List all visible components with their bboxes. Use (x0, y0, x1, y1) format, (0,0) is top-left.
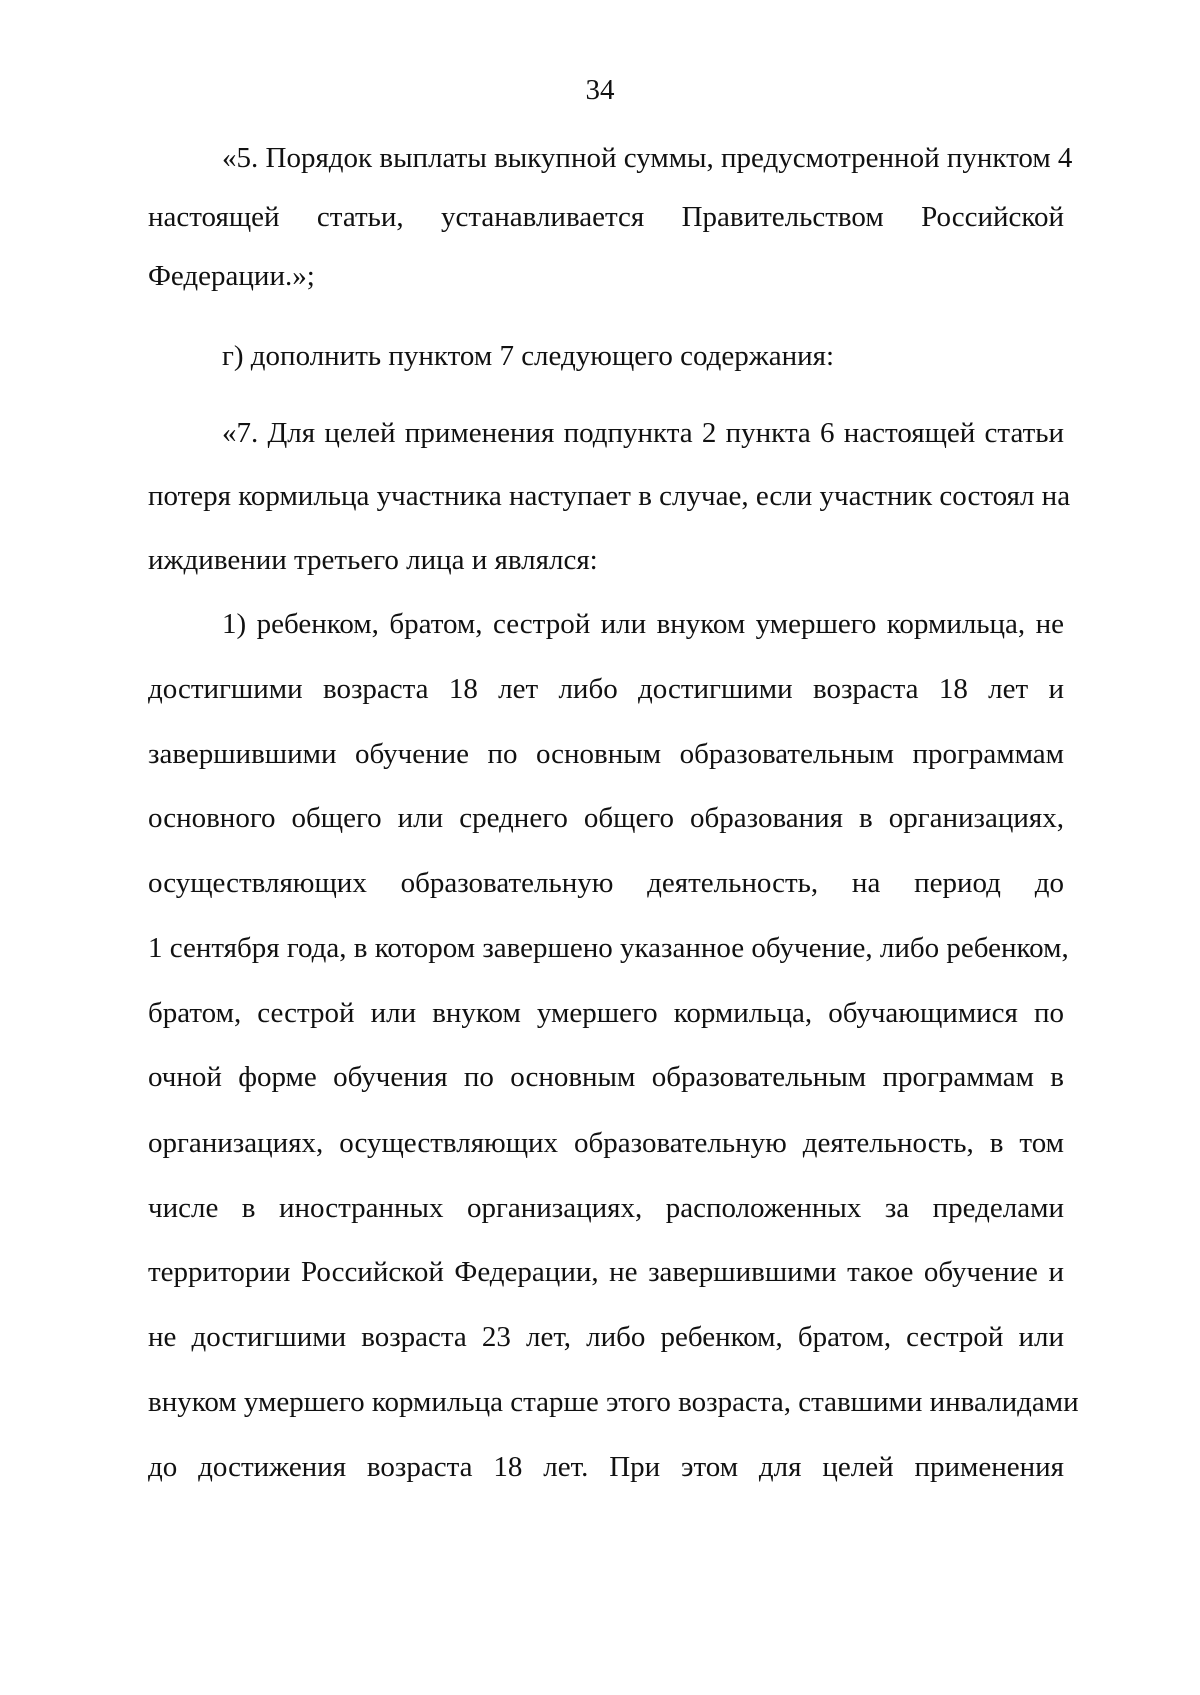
text-line: г) дополнить пунктом 7 следующего содержания: (222, 340, 835, 372)
text-line: потеря кормильца участника наступает в случае, если участник состоял на (148, 480, 1071, 512)
text-line: очной форме обучения по основным образовательным программам в (148, 1061, 1064, 1093)
text-line: организациях, осуществляющих образовательную деятельность, в том (148, 1127, 1064, 1159)
text-line: территории Российской Федерации, не завершившими такое обучение и (148, 1256, 1064, 1288)
text-line: внуком умершего кормильца старше этого возраста, ставшими инвалидами (148, 1386, 1079, 1418)
text-line: «7. Для целей применения подпункта 2 пункта 6 настоящей статьи (222, 417, 1064, 449)
text-line: достигшими возраста 18 лет либо достигшими возраста 18 лет и (148, 673, 1064, 705)
text-line: «5. Порядок выплаты выкупной суммы, предусмотренной пунктом 4 (222, 142, 1073, 174)
page-number: 34 (585, 74, 615, 106)
text-line: 1) ребенком, братом, сестрой или внуком умершего кормильца, не (222, 608, 1064, 640)
text-line: осуществляющих образовательную деятельность, на период до (148, 867, 1064, 899)
text-line: настоящей статьи, устанавливается Правительством Российской (148, 201, 1064, 233)
text-line: до достижения возраста 18 лет. При этом для целей применения (148, 1451, 1064, 1483)
text-line: завершившими обучение по основным образовательным программам (148, 738, 1064, 770)
text-line: числе в иностранных организациях, расположенных за пределами (148, 1192, 1064, 1224)
text-line: основного общего или среднего общего образования в организациях, (148, 802, 1064, 834)
text-line: не достигшими возраста 23 лет, либо ребенком, братом, сестрой или (148, 1321, 1064, 1353)
text-line: Федерации.»; (148, 260, 315, 292)
text-line: братом, сестрой или внуком умершего кормильца, обучающимися по (148, 997, 1064, 1029)
text-line: иждивении третьего лица и являлся: (148, 544, 598, 576)
text-line: 1 сентября года, в котором завершено указанное обучение, либо ребенком, (148, 932, 1069, 964)
